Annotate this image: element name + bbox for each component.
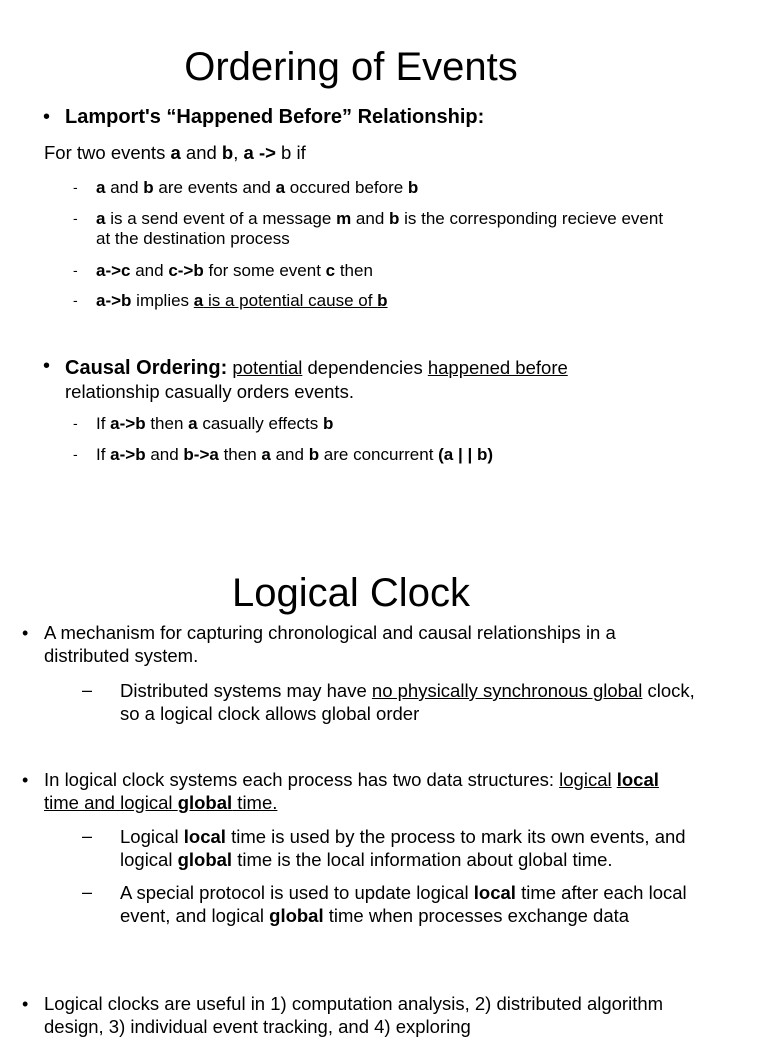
intro-line: For two events a and b, a -> b if [44,142,306,163]
bullet-icon: • [22,770,29,790]
bullet-icon: • [43,355,51,377]
dash-icon: - [73,292,78,308]
bullet-icon: • [43,106,51,128]
logical-clock-definition: A mechanism for capturing chronological and causal relationships in a distributed system. [44,622,616,666]
endash-icon: – [82,826,93,846]
list-item: a->c and c->b for some event c then [96,261,373,280]
sub-item: A special protocol is used to update logical local time after each local event, and logical global time when processes exchange data [120,882,687,926]
list-item: If a->b then a casually effects b [96,414,334,433]
list-item: a and b are events and a occured before b [96,178,419,197]
list-item: a is a send event of a message m and b is the corresponding recieve event at the destination process [96,209,664,248]
data-structures-text: In logical clock systems each process has two data structures: logical local time and logical global time. [44,769,659,813]
logical-clock-uses: Logical clocks are useful in 1) computation analysis, 2) distributed algorithm design, 3) individual event tracking, and 4) exploring [44,993,664,1037]
endash-icon: – [82,882,93,902]
sub-item: Distributed systems may have no physically synchronous global clock, so a logical clock allows global order [120,680,695,724]
list-item: a->b implies a is a potential cause of b [96,291,388,310]
dash-icon: - [73,262,78,278]
causal-ordering-text: Causal Ordering: potential dependencies happened before relationship casually orders events. [65,357,568,402]
slide-title-logical-clock: Logical Clock [232,571,470,615]
slide-title-ordering-of-events: Ordering of Events [184,45,518,89]
sub-item: Logical local time is used by the process to mark its own events, and logical global time is the local information about global time. [120,826,686,870]
dash-icon: - [73,446,78,462]
bullet-icon: • [22,994,29,1014]
dash-icon: - [73,415,78,431]
lamport-heading: Lamport's “Happened Before” Relationship: [65,106,485,128]
endash-icon: – [82,680,93,700]
list-item: If a->b and b->a then a and b are concurrent (a | | b) [96,445,493,464]
dash-icon: - [73,179,78,195]
bullet-icon: • [22,623,29,643]
dash-icon: - [73,210,78,226]
